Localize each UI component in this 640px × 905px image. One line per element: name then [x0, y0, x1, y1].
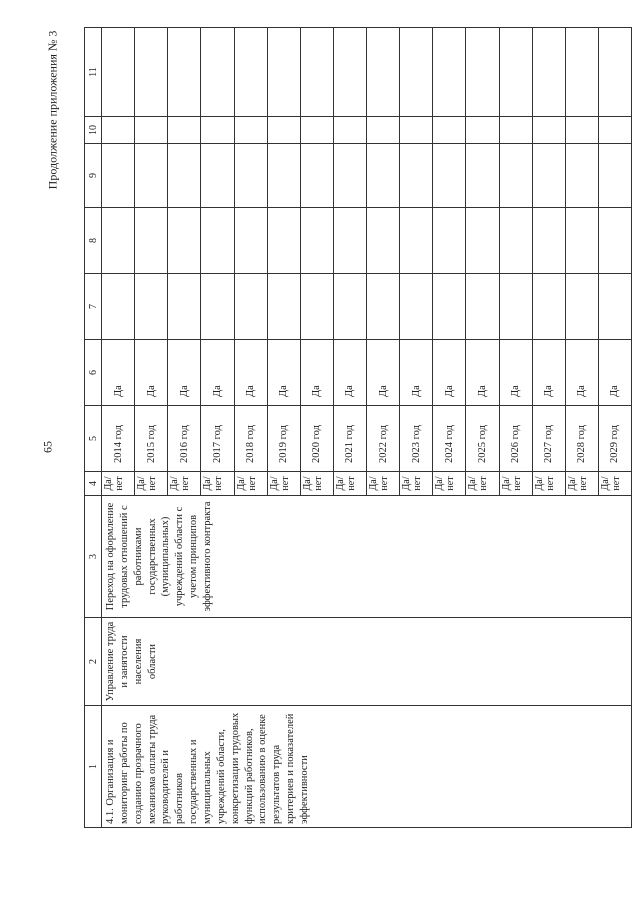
rotated-table-frame: [84, 28, 632, 828]
indicator-unit: Да/ нет: [267, 472, 300, 496]
year-cell: 2026 год: [499, 406, 532, 472]
empty-cell-col-9: [532, 144, 565, 208]
empty-cell-col-10: [598, 117, 631, 144]
empty-cell-col-8: [466, 208, 499, 274]
appendix-table-wrapper: [84, 28, 632, 828]
empty-cell-col-10: [565, 117, 598, 144]
empty-cell-col-8: [532, 208, 565, 274]
empty-cell-col-10: [400, 117, 433, 144]
indicator-unit: Да/ нет: [333, 472, 366, 496]
empty-cell-col-9: [367, 144, 400, 208]
empty-cell-col-10: [168, 117, 201, 144]
empty-cell-col-11: [300, 28, 333, 117]
indicator-unit: Да/ нет: [598, 472, 631, 496]
column-number: 10: [85, 117, 102, 144]
year-cell: 2022 год: [367, 406, 400, 472]
empty-cell-col-9: [135, 144, 168, 208]
empty-cell-col-11: [234, 28, 267, 117]
empty-cell-col-11: [201, 28, 234, 117]
empty-cell-col-11: [532, 28, 565, 117]
empty-cell-col-10: [499, 117, 532, 144]
year-cell: 2015 год: [135, 406, 168, 472]
indicator-unit: Да/ нет: [433, 472, 466, 496]
value-cell: Да: [400, 340, 433, 406]
value-cell: Да: [466, 340, 499, 406]
empty-cell-col-10: [433, 117, 466, 144]
empty-cell-col-11: [367, 28, 400, 117]
empty-cell-col-11: [598, 28, 631, 117]
empty-cell-col-7: [267, 274, 300, 340]
empty-cell-col-11: [466, 28, 499, 117]
value-cell: Да: [433, 340, 466, 406]
value-cell: Да: [499, 340, 532, 406]
column-number: 7: [85, 274, 102, 340]
year-cell: 2019 год: [267, 406, 300, 472]
year-cell: 2024 год: [433, 406, 466, 472]
year-cell: 2020 год: [300, 406, 333, 472]
column-number: 6: [85, 340, 102, 406]
column-number: 3: [85, 496, 102, 618]
empty-cell-col-9: [102, 144, 135, 208]
empty-cell-col-7: [400, 274, 433, 340]
indicator-unit: Да/ нет: [168, 472, 201, 496]
empty-cell-col-7: [598, 274, 631, 340]
column-number: 5: [85, 406, 102, 472]
empty-cell-col-9: [234, 144, 267, 208]
indicator-unit: Да/ нет: [201, 472, 234, 496]
empty-cell-col-9: [433, 144, 466, 208]
year-cell: 2028 год: [565, 406, 598, 472]
empty-cell-col-9: [267, 144, 300, 208]
value-cell: Да: [234, 340, 267, 406]
empty-cell-col-9: [333, 144, 366, 208]
empty-cell-col-8: [333, 208, 366, 274]
year-cell: 2016 год: [168, 406, 201, 472]
year-cell: 2014 год: [102, 406, 135, 472]
empty-cell-col-7: [433, 274, 466, 340]
empty-cell-col-11: [267, 28, 300, 117]
empty-cell-col-8: [168, 208, 201, 274]
value-cell: Да: [168, 340, 201, 406]
task-description: 4.1. Организация и мониторинг работы по созданию прозрачного механизма оплаты труда руководителей и работников государственных и муниципальных учреждений области, конкретизации трудовых функций работников, использованию в оценке результатов труда критериев и показателей эффективности: [102, 706, 632, 828]
empty-cell-col-8: [367, 208, 400, 274]
year-cell: 2025 год: [466, 406, 499, 472]
value-cell: Да: [565, 340, 598, 406]
empty-cell-col-9: [400, 144, 433, 208]
empty-cell-col-7: [532, 274, 565, 340]
empty-cell-col-11: [400, 28, 433, 117]
indicator-unit: Да/ нет: [466, 472, 499, 496]
value-cell: Да: [267, 340, 300, 406]
value-cell: Да: [532, 340, 565, 406]
empty-cell-col-9: [499, 144, 532, 208]
empty-cell-col-7: [466, 274, 499, 340]
empty-cell-col-8: [201, 208, 234, 274]
empty-cell-col-7: [201, 274, 234, 340]
empty-cell-col-9: [565, 144, 598, 208]
empty-cell-col-8: [135, 208, 168, 274]
indicator-unit: Да/ нет: [400, 472, 433, 496]
column-number: 1: [85, 706, 102, 828]
empty-cell-col-8: [433, 208, 466, 274]
empty-cell-col-7: [333, 274, 366, 340]
empty-cell-col-11: [102, 28, 135, 117]
column-number: 11: [85, 28, 102, 117]
empty-cell-col-9: [598, 144, 631, 208]
indicator-unit: Да/ нет: [300, 472, 333, 496]
empty-cell-col-7: [499, 274, 532, 340]
value-cell: Да: [598, 340, 631, 406]
column-number: 4: [85, 472, 102, 496]
empty-cell-col-11: [499, 28, 532, 117]
empty-cell-col-11: [565, 28, 598, 117]
page-number: 65: [40, 441, 55, 453]
empty-cell-col-9: [201, 144, 234, 208]
empty-cell-col-8: [565, 208, 598, 274]
empty-cell-col-10: [466, 117, 499, 144]
responsible-organization: Управление труда и занятости населения области: [102, 618, 632, 706]
empty-cell-col-10: [201, 117, 234, 144]
empty-cell-col-10: [234, 117, 267, 144]
empty-cell-col-7: [234, 274, 267, 340]
year-cell: 2018 год: [234, 406, 267, 472]
empty-cell-col-10: [300, 117, 333, 144]
empty-cell-col-8: [300, 208, 333, 274]
appendix-table: [84, 27, 632, 828]
year-cell: 2017 год: [201, 406, 234, 472]
indicator-unit: Да/ нет: [234, 472, 267, 496]
empty-cell-col-7: [300, 274, 333, 340]
year-cell: 2029 год: [598, 406, 631, 472]
empty-cell-col-9: [168, 144, 201, 208]
value-cell: Да: [135, 340, 168, 406]
indicator-unit: Да/ нет: [532, 472, 565, 496]
column-number-row: [85, 28, 102, 828]
empty-cell-col-9: [466, 144, 499, 208]
table-row: [102, 28, 135, 828]
column-number: 2: [85, 618, 102, 706]
indicator-unit: Да/ нет: [135, 472, 168, 496]
empty-cell-col-11: [168, 28, 201, 117]
table-body: [102, 28, 632, 828]
planned-action: Переход на оформление трудовых отношений с работниками государственных (муниципальных) учреждений области с учетом принципов эффективного контракта: [102, 496, 632, 618]
empty-cell-col-10: [267, 117, 300, 144]
empty-cell-col-10: [102, 117, 135, 144]
appendix-continuation-note: Продолжение приложения № 3: [45, 30, 60, 190]
column-number: 8: [85, 208, 102, 274]
value-cell: Да: [102, 340, 135, 406]
value-cell: Да: [367, 340, 400, 406]
year-cell: 2027 год: [532, 406, 565, 472]
empty-cell-col-8: [598, 208, 631, 274]
indicator-unit: Да/ нет: [565, 472, 598, 496]
empty-cell-col-7: [168, 274, 201, 340]
empty-cell-col-7: [367, 274, 400, 340]
empty-cell-col-8: [400, 208, 433, 274]
empty-cell-col-10: [367, 117, 400, 144]
empty-cell-col-9: [300, 144, 333, 208]
empty-cell-col-11: [135, 28, 168, 117]
empty-cell-col-11: [333, 28, 366, 117]
indicator-unit: Да/ нет: [499, 472, 532, 496]
empty-cell-col-7: [565, 274, 598, 340]
empty-cell-col-10: [532, 117, 565, 144]
empty-cell-col-7: [102, 274, 135, 340]
empty-cell-col-10: [333, 117, 366, 144]
empty-cell-col-10: [135, 117, 168, 144]
indicator-unit: Да/ нет: [367, 472, 400, 496]
empty-cell-col-8: [234, 208, 267, 274]
value-cell: Да: [300, 340, 333, 406]
year-cell: 2021 год: [333, 406, 366, 472]
empty-cell-col-8: [102, 208, 135, 274]
value-cell: Да: [201, 340, 234, 406]
empty-cell-col-8: [499, 208, 532, 274]
column-number: 9: [85, 144, 102, 208]
empty-cell-col-11: [433, 28, 466, 117]
empty-cell-col-8: [267, 208, 300, 274]
value-cell: Да: [333, 340, 366, 406]
empty-cell-col-7: [135, 274, 168, 340]
year-cell: 2023 год: [400, 406, 433, 472]
indicator-unit: Да/ нет: [102, 472, 135, 496]
